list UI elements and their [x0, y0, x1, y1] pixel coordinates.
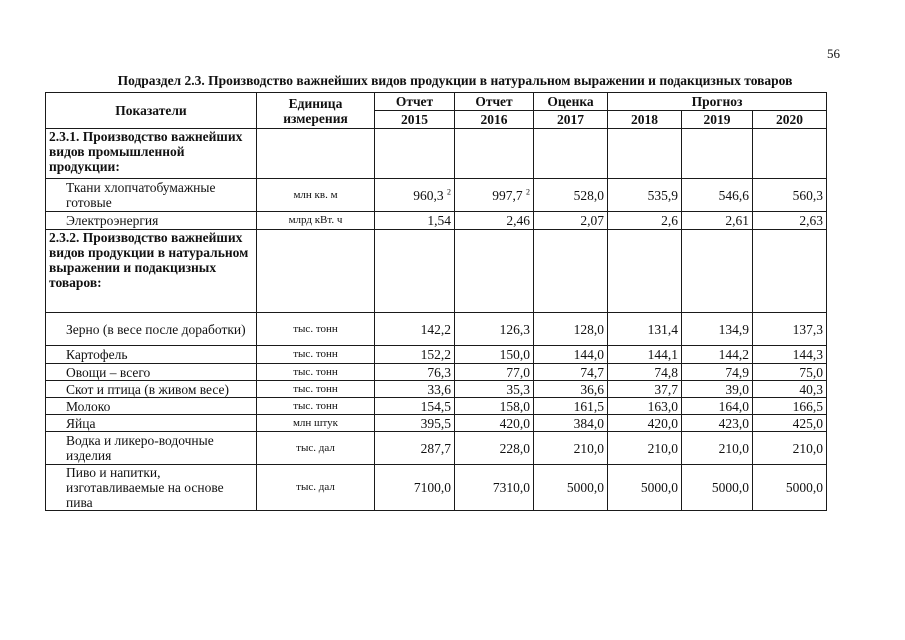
value-text: 154,5 — [420, 398, 451, 414]
year-header: 2017 — [534, 111, 608, 129]
value-cell — [753, 179, 827, 212]
page-number: 56 — [827, 46, 840, 61]
value-cell — [753, 398, 827, 415]
value-cell — [753, 212, 827, 230]
value-text: 144,1 — [647, 347, 678, 362]
value-text: 395,5 — [420, 415, 451, 431]
value-text: 423,0 — [718, 415, 749, 431]
indicator-name: Ткани хлопчатобумажные готовые — [46, 179, 257, 212]
report-header-2015: Отчет — [375, 93, 455, 111]
indicator-name: Водка и ликеро-водочные изделия — [46, 432, 257, 465]
indicator-name: Зерно (в весе после доработки) — [46, 313, 257, 346]
table-row — [46, 381, 827, 398]
value-cell — [534, 381, 608, 398]
value-text: 420,0 — [647, 415, 678, 431]
value-cell — [608, 364, 682, 381]
table-row — [46, 398, 827, 415]
value-cell — [682, 179, 753, 212]
value-text: 36,6 — [580, 381, 604, 397]
table-row — [46, 415, 827, 432]
empty-cell — [375, 129, 455, 179]
value-cell — [375, 381, 455, 398]
value-text: 74,9 — [725, 364, 749, 380]
value-text: 39,0 — [725, 381, 749, 397]
empty-cell — [534, 129, 608, 179]
value-text: 137,3 — [792, 321, 824, 337]
value-cell — [534, 346, 608, 364]
value-cell — [753, 313, 827, 346]
empty-cell — [455, 230, 534, 313]
year-header: 2019 — [682, 111, 753, 129]
empty-cell — [608, 230, 682, 313]
value-cell — [753, 415, 827, 432]
value-text: 75,0 — [799, 364, 824, 380]
value-text: 210,0 — [718, 440, 749, 456]
value-text: 128,0 — [573, 321, 604, 337]
value-text: 960,3 — [413, 187, 444, 203]
value-text: 997,7 — [492, 187, 523, 203]
year-header: 2020 — [753, 111, 827, 129]
section-title: 2.3.2. Производство важнейших видов продукции в натуральном выражении и подакцизных товаров: — [46, 230, 257, 313]
value-text: 158,0 — [499, 398, 530, 414]
table-row — [46, 346, 827, 364]
value-cell — [608, 313, 682, 346]
unit-cell: тыс. тонн — [257, 346, 375, 364]
value-cell — [682, 364, 753, 381]
value-cell — [455, 415, 534, 432]
value-text: 5000,0 — [566, 480, 604, 495]
value-text: 40,3 — [799, 381, 824, 397]
value-cell — [608, 398, 682, 415]
year-header: 2015 — [375, 111, 455, 129]
value-text: 2,63 — [799, 213, 824, 228]
value-cell — [455, 212, 534, 230]
value-text: 150,0 — [499, 347, 530, 362]
value-text: 74,7 — [580, 364, 604, 380]
table-body — [46, 129, 827, 511]
section-row — [46, 230, 827, 313]
empty-cell — [455, 129, 534, 179]
value-cell — [375, 346, 455, 364]
value-text: 37,7 — [654, 381, 678, 397]
value-text: 131,4 — [647, 321, 678, 337]
value-cell — [753, 364, 827, 381]
value-cell — [608, 381, 682, 398]
value-cell — [455, 465, 534, 511]
value-text: 210,0 — [647, 440, 678, 456]
value-text: 126,3 — [499, 321, 530, 337]
year-header: 2018 — [608, 111, 682, 129]
forecast-header: Прогноз — [608, 93, 827, 111]
empty-cell — [682, 129, 753, 179]
value-cell — [534, 179, 608, 212]
value-cell — [455, 179, 534, 212]
indicator-name: Картофель — [46, 346, 257, 364]
unit-cell: тыс. тонн — [257, 313, 375, 346]
empty-cell — [375, 230, 455, 313]
value-cell — [608, 346, 682, 364]
value-text: 2,61 — [725, 213, 749, 228]
value-cell — [682, 212, 753, 230]
value-cell — [608, 212, 682, 230]
value-text: 76,3 — [427, 364, 451, 380]
table-row — [46, 179, 827, 212]
value-text: 161,5 — [573, 398, 604, 414]
value-cell — [682, 313, 753, 346]
value-text: 33,6 — [427, 381, 451, 397]
value-text: 228,0 — [499, 440, 530, 456]
value-cell — [753, 346, 827, 364]
value-text: 287,7 — [420, 440, 451, 456]
indicator-name: Скот и птица (в живом весе) — [46, 381, 257, 398]
value-text: 425,0 — [792, 415, 824, 431]
value-cell — [682, 415, 753, 432]
unit-cell: тыс. тонн — [257, 381, 375, 398]
value-text: 5000,0 — [711, 480, 749, 495]
unit-cell: млрд кВт. ч — [257, 212, 375, 230]
value-cell — [375, 212, 455, 230]
value-text: 1,54 — [427, 213, 451, 228]
value-text: 2,46 — [506, 213, 530, 228]
value-cell — [682, 432, 753, 465]
value-text: 5000,0 — [640, 480, 678, 495]
value-cell — [608, 465, 682, 511]
unit-header: Единица измерения — [257, 93, 375, 129]
value-cell — [608, 179, 682, 212]
report-header-2016: Отчет — [455, 93, 534, 111]
value-cell — [534, 313, 608, 346]
page-title: Подраздел 2.3. Производство важнейших видов продукции в натуральном выражении и подакцизных товаров — [117, 73, 793, 88]
value-cell — [375, 313, 455, 346]
empty-cell — [257, 129, 375, 179]
value-cell — [534, 364, 608, 381]
value-text: 164,0 — [718, 398, 749, 414]
value-cell — [375, 432, 455, 465]
section-row — [46, 129, 827, 179]
value-text: 535,9 — [647, 187, 678, 203]
estimate-header: Оценка — [534, 93, 608, 111]
table-row — [46, 212, 827, 230]
value-cell — [534, 398, 608, 415]
value-text: 546,6 — [718, 187, 749, 203]
table-row — [46, 432, 827, 465]
value-cell — [534, 465, 608, 511]
production-table — [45, 92, 827, 511]
value-text: 144,3 — [792, 347, 824, 362]
unit-cell: тыс. тонн — [257, 364, 375, 381]
value-text: 152,2 — [420, 347, 451, 362]
value-cell — [455, 432, 534, 465]
value-cell — [455, 364, 534, 381]
value-cell — [682, 398, 753, 415]
footnote-marker: 2 — [447, 187, 451, 196]
empty-cell — [257, 230, 375, 313]
unit-cell: тыс. дал — [257, 465, 375, 511]
value-cell — [534, 432, 608, 465]
value-cell — [375, 179, 455, 212]
value-cell — [375, 465, 455, 511]
value-cell — [753, 381, 827, 398]
value-text: 528,0 — [573, 187, 604, 203]
value-cell — [375, 415, 455, 432]
value-cell — [608, 432, 682, 465]
value-text: 420,0 — [499, 415, 530, 431]
value-cell — [753, 432, 827, 465]
indicators-header: Показатели — [46, 93, 257, 129]
indicator-name: Яйца — [46, 415, 257, 432]
indicator-name: Пиво и напитки, изготавливаемые на основе пива — [46, 465, 257, 511]
value-cell — [375, 364, 455, 381]
value-text: 7100,0 — [413, 480, 451, 495]
value-text: 134,9 — [718, 321, 749, 337]
value-text: 144,2 — [718, 347, 749, 362]
value-text: 166,5 — [792, 398, 824, 414]
section-title: 2.3.1. Производство важнейших видов промышленной продукции: — [46, 129, 257, 179]
table-row — [46, 465, 827, 511]
empty-cell — [753, 230, 827, 313]
year-header: 2016 — [455, 111, 534, 129]
value-cell — [682, 381, 753, 398]
unit-cell: тыс. тонн — [257, 398, 375, 415]
indicator-name: Электроэнергия — [46, 212, 257, 230]
value-text: 2,07 — [580, 213, 604, 228]
value-text: 5000,0 — [785, 480, 824, 495]
unit-cell: млн штук — [257, 415, 375, 432]
value-cell — [753, 465, 827, 511]
footnote-marker: 2 — [526, 187, 530, 196]
value-text: 74,8 — [654, 364, 678, 380]
value-text: 142,2 — [420, 321, 451, 337]
value-text: 163,0 — [647, 398, 678, 414]
value-text: 560,3 — [792, 187, 824, 203]
indicator-name: Молоко — [46, 398, 257, 415]
value-cell — [455, 313, 534, 346]
value-text: 210,0 — [792, 440, 824, 456]
unit-cell: млн кв. м — [257, 179, 375, 212]
table-row — [46, 313, 827, 346]
header-row-groups — [46, 93, 827, 111]
value-text: 210,0 — [573, 440, 604, 456]
value-text: 35,3 — [506, 381, 530, 397]
empty-cell — [608, 129, 682, 179]
value-cell — [534, 212, 608, 230]
value-cell — [534, 415, 608, 432]
value-text: 77,0 — [506, 364, 530, 380]
value-text: 144,0 — [573, 347, 604, 362]
value-cell — [682, 465, 753, 511]
indicator-name: Овощи – всего — [46, 364, 257, 381]
value-cell — [455, 381, 534, 398]
empty-cell — [534, 230, 608, 313]
value-cell — [455, 398, 534, 415]
unit-cell: тыс. дал — [257, 432, 375, 465]
empty-cell — [753, 129, 827, 179]
value-cell — [682, 346, 753, 364]
table-row — [46, 364, 827, 381]
value-text: 7310,0 — [492, 480, 530, 495]
value-cell — [455, 346, 534, 364]
empty-cell — [682, 230, 753, 313]
value-cell — [375, 398, 455, 415]
value-text: 384,0 — [573, 415, 604, 431]
value-cell — [608, 415, 682, 432]
value-text: 2,6 — [661, 213, 678, 228]
